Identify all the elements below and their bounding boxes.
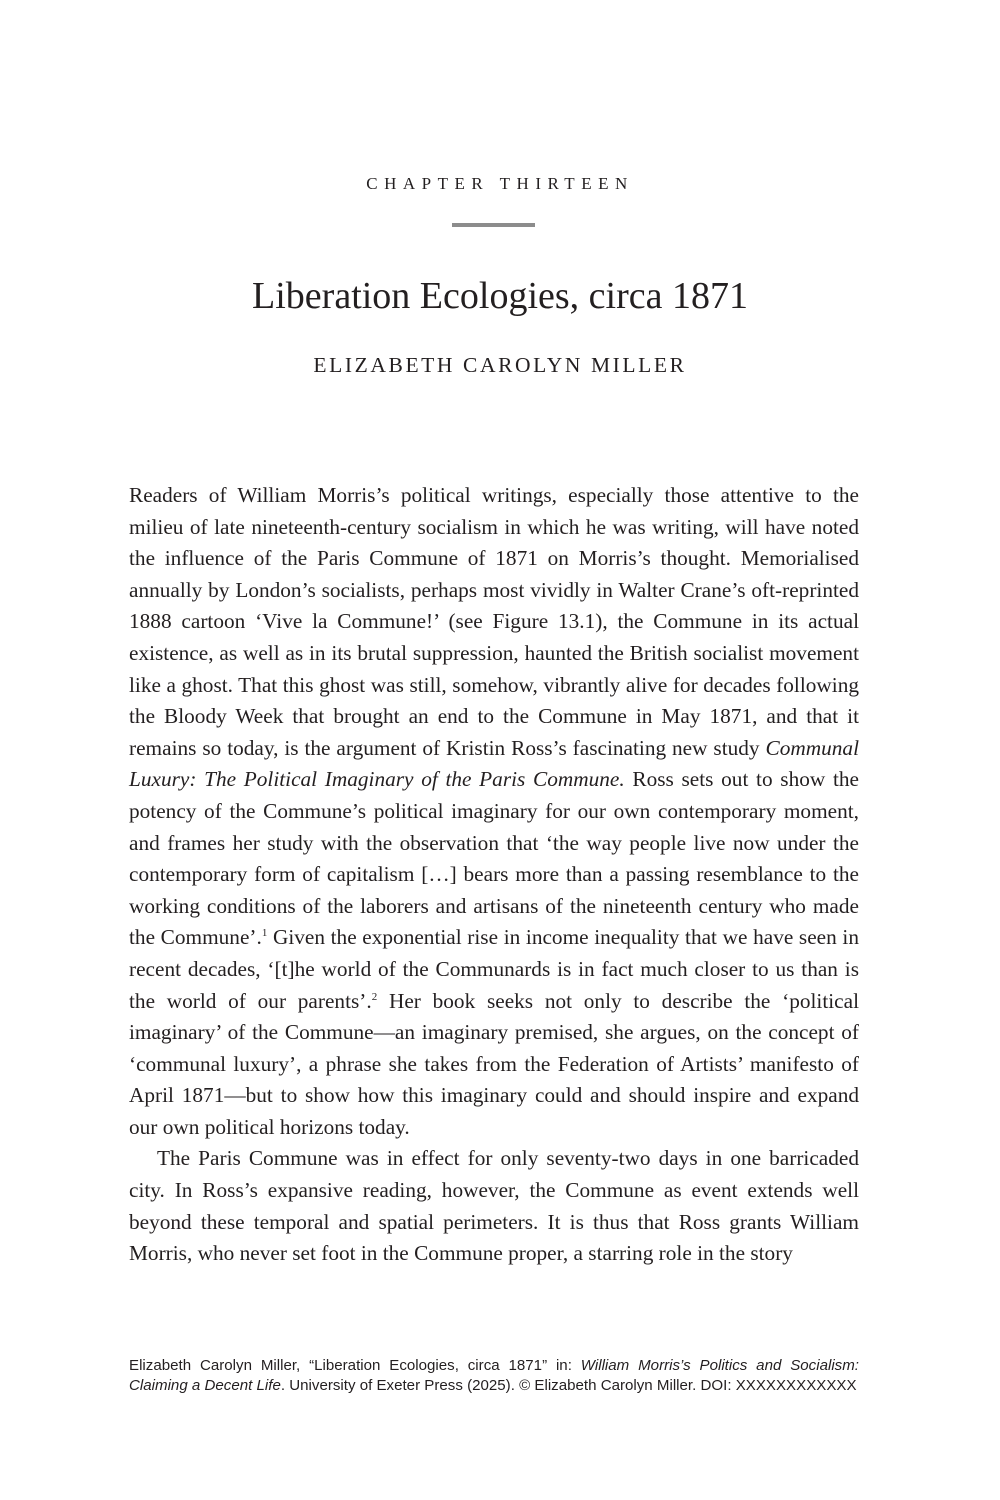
paragraph-1 (129, 480, 859, 1143)
citation-footer (129, 1356, 859, 1396)
paragraph-1-part-1: Readers of William Morris’s political writings, especially those attentive to the milieu of late nineteenth-century socialism in which he was writing, will have noted the influence of the Paris Commune of 1871 on Morris’s thought. Memorialised annually by London’s socialists, perhaps most vividly in Walter Crane’s oft-reprinted 1888 cartoon ‘Vive la Commune!’ (see Figure 13.1), the Commune in its actual existence, as well as in its brutal suppression, haunted the British socialist movement like a ghost. That this ghost was still, somehow, vibrantly alive for decades following the Bloody Week that brought an end to the Commune in May 1871, and that it remains so today, is the argument of Kristin Ross’s fascinating new study (129, 483, 859, 760)
body-text (129, 480, 859, 1270)
citation-start: Elizabeth Carolyn Miller, “Liberation Ecologies, circa 1871” in: (129, 1357, 581, 1374)
chapter-rule (452, 223, 535, 227)
paragraph-1-part-3: Given the exponential rise in income inequality that we have seen in recent decades, ‘[t]he world of the Communards is in fact much closer to us than is the world of our parents’. (129, 925, 859, 1013)
author-name: ELIZABETH CAROLYN MILLER (313, 353, 687, 377)
footnote-ref-1[interactable]: 1 (261, 927, 268, 940)
citation-book-title: William Morris’s Politics and Socialism: Claiming a Decent Life (129, 1357, 859, 1394)
paragraph-1-part-2: Ross sets out to show the potency of the Commune’s political imaginary for our own contemporary moment, and frames her study with the observation that ‘the way people live now under the contemporary form of capitalism […] bears more than a passing resemblance to the working conditions of the laborers and artisans of the nineteenth century who made the Commune’. (129, 767, 859, 950)
chapter-label: CHAPTER THIRTEEN (366, 174, 634, 193)
footnote-ref-2[interactable]: 2 (371, 990, 378, 1003)
paragraph-2: The Paris Commune was in effect for only seventy-two days in one barricaded city. In Ross’s expansive reading, however, the Commune as event extends well beyond these temporal and spatial perimeters. It is thus that Ross grants William Morris, who never set foot in the Commune proper, a starring role in the story (129, 1146, 859, 1266)
chapter-title: Liberation Ecologies, circa 1871 (252, 275, 748, 317)
paragraph-1-part-4: Her book seeks not only to describe the ‘political imaginary’ of the Commune—an imaginary premised, she argues, on the concept of ‘communal luxury’, a phrase she takes from the Federation of Artists’ manifesto of April 1871—but to show how this imaginary could and should inspire and expand our own political horizons today. (129, 988, 860, 1139)
book-title: Communal Luxury: The Political Imaginary of the Paris Commune. (129, 735, 859, 792)
citation-end: . University of Exeter Press (2025). © Elizabeth Carolyn Miller. DOI: XXXXXXXXXXXX (280, 1377, 857, 1394)
